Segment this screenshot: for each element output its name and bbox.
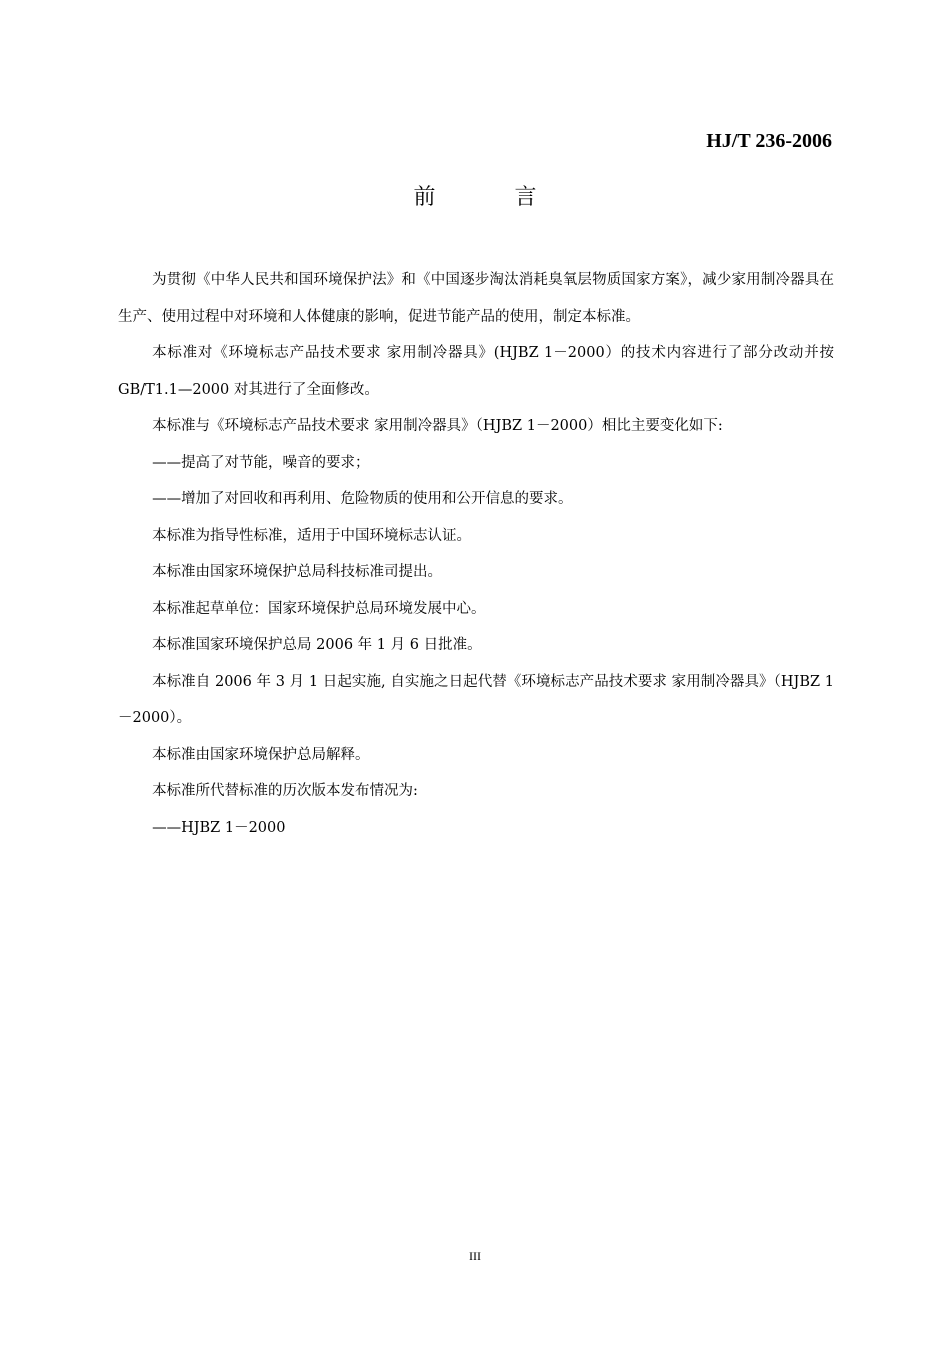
page-title: 前 言 xyxy=(413,185,573,210)
standard-code: HJ/T 236-2006 xyxy=(706,130,832,152)
paragraph-drafter: 本标准起草单位：国家环境保护总局环境发展中心。 xyxy=(152,600,486,617)
paragraph-proposer: 本标准由国家环境保护总局科技标准司提出。 xyxy=(152,564,443,580)
list-item-change-2: ——增加了对回收和再利用、危险物质的使用和公开信息的要求。 xyxy=(152,491,573,507)
page-number: III xyxy=(469,1249,481,1263)
paragraph-approval: 本标准国家环境保护总局 2006 年 1 月 6 日批准。 xyxy=(152,637,482,653)
paragraph-effective-date: 本标准自 2006 年 3 月 1 日起实施, 自实施之日起代替《环境标志产品技术要求 家用制冷器具》（HJBZ 1－2000）。 xyxy=(118,673,834,726)
paragraph-history-intro: 本标准所代替标准的历次版本发布情况为: xyxy=(152,783,418,799)
paragraph-interpretation: 本标准由国家环境保护总局解释。 xyxy=(152,746,370,763)
paragraph-changes-intro: 本标准与《环境标志产品技术要求 家用制冷器具》（HJBZ 1－2000）相比主要变化如下: xyxy=(152,418,723,434)
list-item-history-1: ——HJBZ 1－2000 xyxy=(152,819,286,836)
paragraph-purpose: 为贯彻《中华人民共和国环境保护法》和《中国逐步淘汰消耗臭氧层物质国家方案》，减少家用制冷器具在生产、使用过程中对环境和人体健康的影响，促进节能产品的使用，制定本标准。 xyxy=(118,272,834,325)
list-item-change-1: ——提高了对节能，噪音的要求； xyxy=(152,454,370,471)
foreword-body xyxy=(118,262,834,846)
paragraph-applicability: 本标准为指导性标准，适用于中国环境标志认证。 xyxy=(152,527,472,544)
paragraph-revision: 本标准对《环境标志产品技术要求 家用制冷器具》(HJBZ 1－2000）的技术内容进行了部分改动并按 GB/T1.1—2000 对其进行了全面修改。 xyxy=(118,345,834,398)
